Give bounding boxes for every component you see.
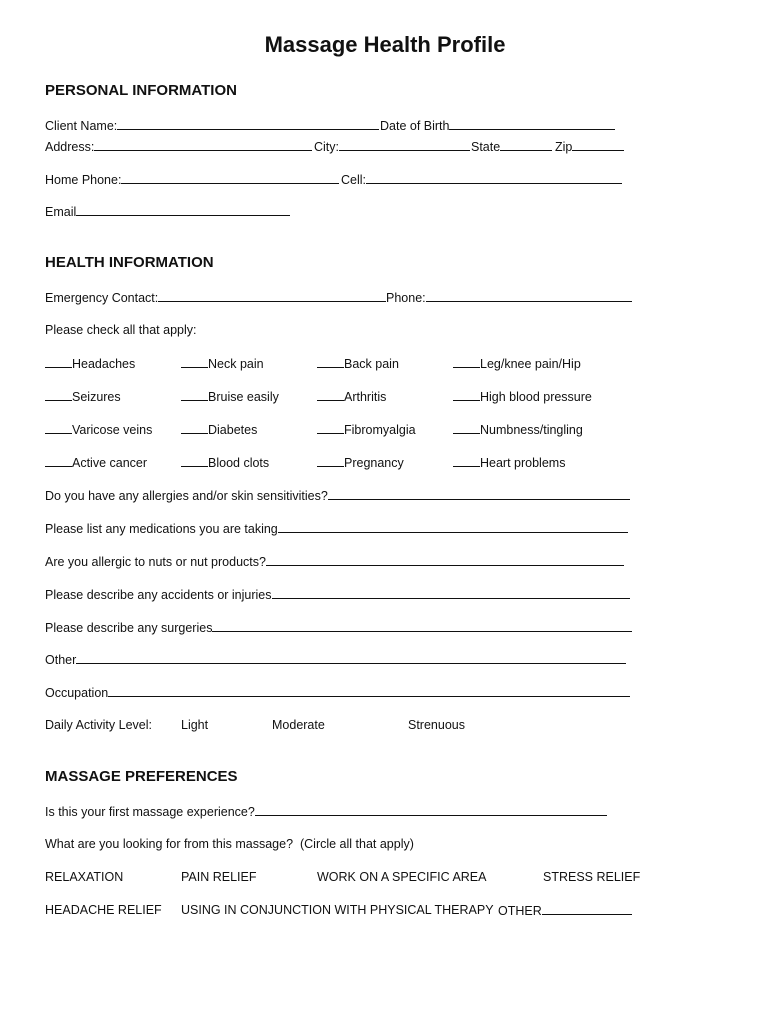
section-heading-preferences: MASSAGE PREFERENCES <box>45 768 238 785</box>
goal-other-line[interactable] <box>542 903 632 915</box>
condition-label: High blood pressure <box>480 390 592 404</box>
phone-line[interactable] <box>426 290 632 302</box>
first-massage-field[interactable] <box>45 804 607 819</box>
activity-option-moderate[interactable]: Moderate <box>272 718 325 732</box>
activity-option-light[interactable]: Light <box>181 718 209 732</box>
condition-label: Back pain <box>344 357 399 371</box>
page-title: Massage Health Profile <box>264 32 506 57</box>
checkbox-varicose-veins[interactable] <box>45 422 152 437</box>
state-field[interactable] <box>471 139 552 154</box>
checkbox-diabetes[interactable] <box>181 422 257 437</box>
accidents-label: Please describe any accidents or injuries <box>45 588 272 602</box>
condition-label: Heart problems <box>480 456 566 470</box>
check-line[interactable] <box>317 422 344 434</box>
checkbox-neck-pain[interactable] <box>181 356 264 371</box>
medications-line[interactable] <box>278 521 628 533</box>
condition-label: Headaches <box>72 357 136 371</box>
allergies-field[interactable] <box>45 488 630 503</box>
zip-line[interactable] <box>572 139 624 151</box>
other-field[interactable] <box>45 652 626 667</box>
checkbox-bruise-easily[interactable] <box>181 389 279 404</box>
checkbox-pregnancy[interactable] <box>317 455 404 470</box>
accidents-field[interactable] <box>45 587 630 602</box>
condition-label: Neck pain <box>208 357 264 371</box>
city-field[interactable] <box>314 139 470 154</box>
check-line[interactable] <box>181 422 208 434</box>
allergies-line[interactable] <box>328 488 630 500</box>
check-line[interactable] <box>45 389 72 401</box>
occupation-label: Occupation <box>45 686 109 700</box>
check-line[interactable] <box>453 356 480 368</box>
section-heading-personal: PERSONAL INFORMATION <box>45 82 237 99</box>
email-label: Email <box>45 205 77 219</box>
other-label: Other <box>45 653 77 667</box>
check-line[interactable] <box>181 389 208 401</box>
cell-field[interactable] <box>341 172 622 187</box>
condition-label: Varicose veins <box>72 423 153 437</box>
checkbox-seizures[interactable] <box>45 389 121 404</box>
checkbox-back-pain[interactable] <box>317 356 399 371</box>
dob-line[interactable] <box>449 118 615 130</box>
activity-option-strenuous[interactable]: Strenuous <box>408 718 465 732</box>
zip-field[interactable] <box>555 139 624 154</box>
address-label: Address: <box>45 140 95 154</box>
other-line[interactable] <box>76 652 626 664</box>
zip-label: Zip <box>555 140 573 154</box>
goal-option-other[interactable] <box>498 903 632 918</box>
phone-field[interactable] <box>386 290 632 305</box>
goal-option-pain-relief[interactable]: PAIN RELIEF <box>181 870 257 884</box>
state-line[interactable] <box>500 139 552 151</box>
condition-label: Seizures <box>72 390 121 404</box>
condition-label: Numbness/tingling <box>480 423 583 437</box>
allergies-label: Do you have any allergies and/or skin sensitivities? <box>45 489 328 503</box>
dob-field[interactable] <box>380 118 615 133</box>
condition-label: Bruise easily <box>208 390 279 404</box>
occupation-line[interactable] <box>108 685 630 697</box>
city-line[interactable] <box>339 139 470 151</box>
goal-option-relaxation[interactable]: RELAXATION <box>45 870 124 884</box>
checkbox-leg-knee-hip[interactable] <box>453 356 581 371</box>
medications-field[interactable] <box>45 521 628 536</box>
goal-option-stress-relief[interactable]: STRESS RELIEF <box>543 870 641 884</box>
home-phone-field[interactable] <box>45 172 339 187</box>
nuts-label: Are you allergic to nuts or nut products? <box>45 555 266 569</box>
condition-label: Fibromyalgia <box>344 423 416 437</box>
client-name-field[interactable] <box>45 118 379 133</box>
checkbox-numbness-tingling[interactable] <box>453 422 583 437</box>
check-line[interactable] <box>45 422 72 434</box>
condition-label: Blood clots <box>208 456 270 470</box>
check-line[interactable] <box>317 389 344 401</box>
condition-label: Leg/knee pain/Hip <box>480 357 581 371</box>
checkbox-headaches[interactable] <box>45 356 135 371</box>
condition-label: Pregnancy <box>344 456 404 470</box>
client-name-label: Client Name: <box>45 119 118 133</box>
goal-option-physical-therapy[interactable]: USING IN CONJUNCTION WITH PHYSICAL THERAPY <box>181 903 494 917</box>
checkbox-high-blood-pressure[interactable] <box>453 389 592 404</box>
emergency-contact-line[interactable] <box>158 290 386 302</box>
first-massage-label: Is this your first massage experience? <box>45 805 255 819</box>
home-phone-label: Home Phone: <box>45 173 122 187</box>
condition-label: Diabetes <box>208 423 258 437</box>
checkbox-blood-clots[interactable] <box>181 455 269 470</box>
phone-label: Phone: <box>386 291 426 305</box>
checkbox-arthritis[interactable] <box>317 389 386 404</box>
check-line[interactable] <box>181 455 208 467</box>
medications-label: Please list any medications you are taking <box>45 522 278 536</box>
address-field[interactable] <box>45 139 312 154</box>
nuts-field[interactable] <box>45 554 624 569</box>
state-label: State <box>471 140 501 154</box>
email-line[interactable] <box>76 204 290 216</box>
check-line[interactable] <box>453 455 480 467</box>
cell-label: Cell: <box>341 173 367 187</box>
condition-label: Active cancer <box>72 456 148 470</box>
surgeries-field[interactable] <box>45 620 632 635</box>
address-line[interactable] <box>94 139 312 151</box>
surgeries-line[interactable] <box>212 620 632 632</box>
check-line[interactable] <box>453 422 480 434</box>
check-line[interactable] <box>317 356 344 368</box>
check-line[interactable] <box>453 389 480 401</box>
check-line[interactable] <box>317 455 344 467</box>
section-heading-health: HEALTH INFORMATION <box>45 254 214 271</box>
nuts-line[interactable] <box>266 554 624 566</box>
occupation-field[interactable] <box>45 685 630 700</box>
check-all-instruction: Please check all that apply: <box>45 323 197 337</box>
check-line[interactable] <box>45 356 72 368</box>
check-line[interactable] <box>181 356 208 368</box>
first-massage-line[interactable] <box>255 804 607 816</box>
activity-level-label: Daily Activity Level: <box>45 718 152 732</box>
checkbox-heart-problems[interactable] <box>453 455 565 470</box>
email-field[interactable] <box>45 204 290 219</box>
cell-line[interactable] <box>366 172 622 184</box>
city-label: City: <box>314 140 339 154</box>
home-phone-line[interactable] <box>121 172 339 184</box>
goals-instruction: What are you looking for from this massage? (Circle all that apply) <box>45 837 414 851</box>
goal-other-label: OTHER <box>498 904 542 918</box>
checkbox-fibromyalgia[interactable] <box>317 422 416 437</box>
accidents-line[interactable] <box>272 587 630 599</box>
goal-option-specific-area[interactable]: WORK ON A SPECIFIC AREA <box>317 870 487 884</box>
goal-option-headache-relief[interactable]: HEADACHE RELIEF <box>45 903 162 917</box>
emergency-contact-label: Emergency Contact: <box>45 291 159 305</box>
emergency-contact-field[interactable] <box>45 290 386 305</box>
client-name-line[interactable] <box>117 118 379 130</box>
check-line[interactable] <box>45 455 72 467</box>
dob-label: Date of Birth <box>380 119 450 133</box>
checkbox-active-cancer[interactable] <box>45 455 147 470</box>
condition-label: Arthritis <box>344 390 387 404</box>
surgeries-label: Please describe any surgeries <box>45 621 213 635</box>
